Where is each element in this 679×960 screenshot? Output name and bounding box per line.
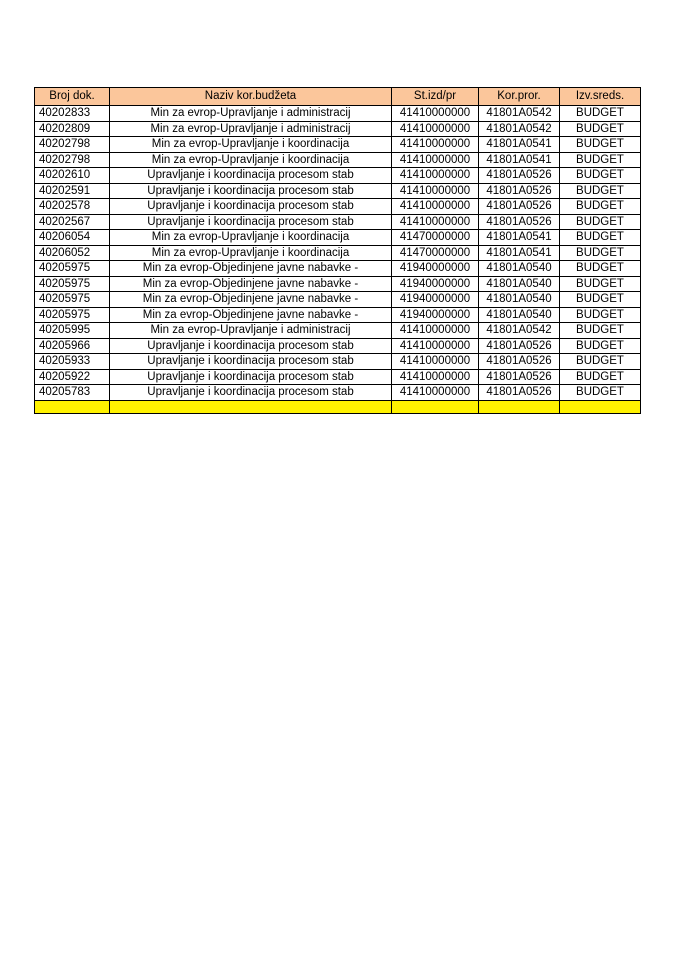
cell-izv-sreds: BUDGET: [560, 106, 641, 122]
cell-naziv-kor-budzeta: Min za evrop-Upravljanje i koordinacija: [110, 152, 392, 168]
cell-naziv-kor-budzeta: Min za evrop-Objedinjene javne nabavke -: [110, 292, 392, 308]
cell-broj-dok: 40202833: [35, 106, 110, 122]
cell-broj-dok: 40205975: [35, 261, 110, 277]
cell-broj-dok: 40205966: [35, 338, 110, 354]
table-row: [35, 230, 641, 246]
table-row: [35, 307, 641, 323]
cell-izv-sreds: BUDGET: [560, 354, 641, 370]
header-kor-pror: Kor.pror.: [479, 88, 560, 106]
table-row: [35, 106, 641, 122]
cell-broj-dok: 40202567: [35, 214, 110, 230]
cell-naziv-kor-budzeta: Upravljanje i koordinacija procesom stab: [110, 338, 392, 354]
cell-izv-sreds: BUDGET: [560, 338, 641, 354]
cell-st-izd-pr: 41410000000: [392, 168, 479, 184]
cell-st-izd-pr: 41410000000: [392, 106, 479, 122]
cell-st-izd-pr: 41410000000: [392, 354, 479, 370]
header-naziv-kor-budzeta: Naziv kor.budžeta: [110, 88, 392, 106]
cell-izv-sreds: BUDGET: [560, 307, 641, 323]
table-row: [35, 369, 641, 385]
cell-kor-pror: 41801A0526: [479, 369, 560, 385]
cell-izv-sreds: BUDGET: [560, 214, 641, 230]
cell-naziv-kor-budzeta: Upravljanje i koordinacija procesom stab: [110, 168, 392, 184]
cell-naziv-kor-budzeta: Min za evrop-Upravljanje i koordinacija: [110, 137, 392, 153]
cell-st-izd-pr: 41470000000: [392, 245, 479, 261]
cell-naziv-kor-budzeta: Upravljanje i koordinacija procesom stab: [110, 354, 392, 370]
table-body: [35, 106, 641, 401]
cell-naziv-kor-budzeta: Min za evrop-Objedinjene javne nabavke -: [110, 276, 392, 292]
cell-kor-pror: 41801A0542: [479, 121, 560, 137]
table-row: [35, 338, 641, 354]
cell-izv-sreds: BUDGET: [560, 369, 641, 385]
total-cell: [35, 400, 110, 413]
cell-kor-pror: 41801A0540: [479, 276, 560, 292]
cell-izv-sreds: BUDGET: [560, 230, 641, 246]
cell-izv-sreds: BUDGET: [560, 121, 641, 137]
cell-st-izd-pr: 41410000000: [392, 338, 479, 354]
cell-izv-sreds: BUDGET: [560, 137, 641, 153]
cell-kor-pror: 41801A0526: [479, 168, 560, 184]
cell-st-izd-pr: 41410000000: [392, 152, 479, 168]
cell-izv-sreds: BUDGET: [560, 261, 641, 277]
cell-broj-dok: 40202578: [35, 199, 110, 215]
cell-naziv-kor-budzeta: Min za evrop-Upravljanje i koordinacija: [110, 230, 392, 246]
total-row: [35, 400, 641, 413]
cell-izv-sreds: BUDGET: [560, 276, 641, 292]
cell-broj-dok: 40202591: [35, 183, 110, 199]
header-row: [35, 88, 641, 106]
cell-naziv-kor-budzeta: Upravljanje i koordinacija procesom stab: [110, 214, 392, 230]
cell-broj-dok: 40205933: [35, 354, 110, 370]
cell-st-izd-pr: 41470000000: [392, 230, 479, 246]
total-cell: [560, 400, 641, 413]
cell-izv-sreds: BUDGET: [560, 323, 641, 339]
cell-naziv-kor-budzeta: Upravljanje i koordinacija procesom stab: [110, 385, 392, 401]
table-row: [35, 385, 641, 401]
table-row: [35, 354, 641, 370]
cell-broj-dok: 40206052: [35, 245, 110, 261]
table-row: [35, 183, 641, 199]
cell-broj-dok: 40205922: [35, 369, 110, 385]
cell-st-izd-pr: 41940000000: [392, 261, 479, 277]
header-st-izd-pr: St.izd/pr: [392, 88, 479, 106]
cell-st-izd-pr: 41410000000: [392, 137, 479, 153]
cell-izv-sreds: BUDGET: [560, 168, 641, 184]
cell-izv-sreds: BUDGET: [560, 385, 641, 401]
cell-broj-dok: 40202610: [35, 168, 110, 184]
cell-broj-dok: 40202798: [35, 137, 110, 153]
cell-naziv-kor-budzeta: Min za evrop-Upravljanje i administracij: [110, 323, 392, 339]
cell-broj-dok: 40205995: [35, 323, 110, 339]
cell-st-izd-pr: 41410000000: [392, 323, 479, 339]
cell-kor-pror: 41801A0542: [479, 106, 560, 122]
table-row: [35, 152, 641, 168]
cell-broj-dok: 40206054: [35, 230, 110, 246]
cell-st-izd-pr: 41410000000: [392, 199, 479, 215]
cell-kor-pror: 41801A0526: [479, 199, 560, 215]
cell-kor-pror: 41801A0541: [479, 152, 560, 168]
total-cell: [479, 400, 560, 413]
cell-st-izd-pr: 41410000000: [392, 369, 479, 385]
cell-st-izd-pr: 41410000000: [392, 214, 479, 230]
total-cell: [392, 400, 479, 413]
cell-kor-pror: 41801A0541: [479, 137, 560, 153]
cell-kor-pror: 41801A0540: [479, 261, 560, 277]
cell-naziv-kor-budzeta: Upravljanje i koordinacija procesom stab: [110, 199, 392, 215]
cell-broj-dok: 40205975: [35, 292, 110, 308]
cell-st-izd-pr: 41940000000: [392, 276, 479, 292]
cell-broj-dok: 40205783: [35, 385, 110, 401]
cell-st-izd-pr: 41940000000: [392, 292, 479, 308]
cell-kor-pror: 41801A0541: [479, 230, 560, 246]
table-row: [35, 261, 641, 277]
cell-broj-dok: 40202809: [35, 121, 110, 137]
cell-st-izd-pr: 41940000000: [392, 307, 479, 323]
cell-naziv-kor-budzeta: Min za evrop-Objedinjene javne nabavke -: [110, 307, 392, 323]
table-header: [35, 88, 641, 106]
cell-izv-sreds: BUDGET: [560, 245, 641, 261]
cell-kor-pror: 41801A0540: [479, 292, 560, 308]
table-row: [35, 121, 641, 137]
cell-st-izd-pr: 41410000000: [392, 385, 479, 401]
cell-naziv-kor-budzeta: Min za evrop-Objedinjene javne nabavke -: [110, 261, 392, 277]
cell-kor-pror: 41801A0526: [479, 385, 560, 401]
cell-st-izd-pr: 41410000000: [392, 121, 479, 137]
cell-izv-sreds: BUDGET: [560, 152, 641, 168]
table-row: [35, 323, 641, 339]
cell-kor-pror: 41801A0526: [479, 354, 560, 370]
cell-kor-pror: 41801A0541: [479, 245, 560, 261]
cell-broj-dok: 40205975: [35, 276, 110, 292]
header-broj-dok: Broj dok.: [35, 88, 110, 106]
cell-st-izd-pr: 41410000000: [392, 183, 479, 199]
cell-broj-dok: 40205975: [35, 307, 110, 323]
cell-naziv-kor-budzeta: Min za evrop-Upravljanje i koordinacija: [110, 245, 392, 261]
table-row: [35, 214, 641, 230]
cell-naziv-kor-budzeta: Min za evrop-Upravljanje i administracij: [110, 121, 392, 137]
table-row: [35, 292, 641, 308]
cell-naziv-kor-budzeta: Min za evrop-Upravljanje i administracij: [110, 106, 392, 122]
cell-naziv-kor-budzeta: Upravljanje i koordinacija procesom stab: [110, 183, 392, 199]
cell-izv-sreds: BUDGET: [560, 292, 641, 308]
cell-broj-dok: 40202798: [35, 152, 110, 168]
table-row: [35, 137, 641, 153]
cell-kor-pror: 41801A0526: [479, 338, 560, 354]
total-cell: [110, 400, 392, 413]
cell-izv-sreds: BUDGET: [560, 183, 641, 199]
cell-kor-pror: 41801A0542: [479, 323, 560, 339]
table-row: [35, 245, 641, 261]
table-row: [35, 276, 641, 292]
header-izv-sreds: Izv.sreds.: [560, 88, 641, 106]
cell-kor-pror: 41801A0540: [479, 307, 560, 323]
cell-naziv-kor-budzeta: Upravljanje i koordinacija procesom stab: [110, 369, 392, 385]
table-row: [35, 199, 641, 215]
cell-kor-pror: 41801A0526: [479, 183, 560, 199]
document-table: [34, 87, 641, 414]
cell-kor-pror: 41801A0526: [479, 214, 560, 230]
table-footer: [35, 400, 641, 413]
table-row: [35, 168, 641, 184]
cell-izv-sreds: BUDGET: [560, 199, 641, 215]
